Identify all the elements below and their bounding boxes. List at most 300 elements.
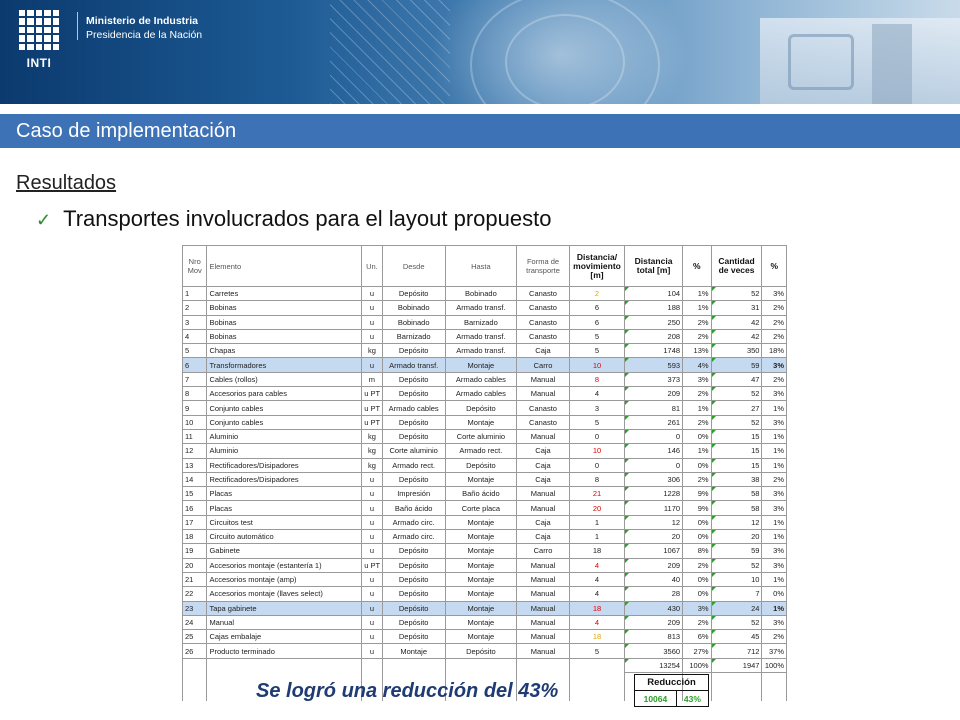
cell-un: u [362, 530, 382, 544]
cell-nro: 4 [183, 329, 207, 343]
cell-hasta: Montaje [445, 415, 516, 429]
cell-cantidad: 52 [711, 615, 762, 629]
cell-hasta: Montaje [445, 558, 516, 572]
cell-desde: Depósito [382, 601, 445, 615]
cell-desde: Depósito [382, 630, 445, 644]
cell-pct: 2% [683, 387, 712, 401]
cell-pct: 13% [683, 344, 712, 358]
cell-forma: Caja [517, 472, 570, 486]
cell-forma: Manual [517, 644, 570, 658]
cell-pct2: 0% [762, 587, 787, 601]
cell-desde: Bobinado [382, 315, 445, 329]
cell-distancia-total: 1748 [625, 344, 683, 358]
cell-un: kg [362, 429, 382, 443]
cell-distancia: 4 [570, 587, 625, 601]
cell-nro: 11 [183, 429, 207, 443]
transport-table [182, 245, 787, 701]
bullet-item [36, 206, 551, 232]
cell-pct2: 3% [762, 487, 787, 501]
cell-desde: Depósito [382, 372, 445, 386]
cell-elemento: Bobinas [207, 301, 362, 315]
table-row [183, 558, 787, 572]
cell-nro: 22 [183, 587, 207, 601]
cell-desde: Depósito [382, 572, 445, 586]
empty-cell [711, 687, 762, 701]
cell-elemento: Bobinas [207, 315, 362, 329]
table-row [183, 515, 787, 529]
cell-desde: Impresión [382, 487, 445, 501]
cell-hasta: Baño ácido [445, 487, 516, 501]
cell-hasta: Montaje [445, 601, 516, 615]
section-bar [0, 114, 960, 148]
cell-desde: Depósito [382, 558, 445, 572]
total-cant: 1947 [711, 658, 762, 672]
cell-cantidad: 12 [711, 515, 762, 529]
cell-desde: Armado rect. [382, 458, 445, 472]
cell-nro: 19 [183, 544, 207, 558]
cell-pct2: 2% [762, 301, 787, 315]
cell-desde: Depósito [382, 344, 445, 358]
cell-cantidad: 10 [711, 572, 762, 586]
cell-un: u [362, 644, 382, 658]
cell-cantidad: 58 [711, 501, 762, 515]
cell-pct: 0% [683, 572, 712, 586]
cell-hasta: Barnizado [445, 315, 516, 329]
cell-pct2: 2% [762, 329, 787, 343]
table-row [183, 644, 787, 658]
cell-forma: Manual [517, 501, 570, 515]
cell-distancia-total: 3560 [625, 644, 683, 658]
table-row [183, 615, 787, 629]
cell-pct2: 2% [762, 372, 787, 386]
empty-cell [570, 687, 625, 701]
cell-elemento: Bobinas [207, 329, 362, 343]
cell-forma: Manual [517, 387, 570, 401]
cell-pct: 4% [683, 358, 712, 372]
ministry-line1: Ministerio de Industria [86, 15, 199, 27]
header-pct: % [683, 246, 712, 287]
cell-pct: 9% [683, 501, 712, 515]
cell-desde: Armado circ. [382, 530, 445, 544]
table-row [183, 301, 787, 315]
cell-pct: 0% [683, 458, 712, 472]
cell-elemento: Producto terminado [207, 644, 362, 658]
cell-cantidad: 47 [711, 372, 762, 386]
conclusion-text: Se logró una reducción del 43% [256, 680, 559, 702]
banner-ring-decoration [505, 14, 625, 104]
cell-distancia-total: 188 [625, 301, 683, 315]
cell-desde: Depósito [382, 544, 445, 558]
cell-forma: Canasto [517, 415, 570, 429]
cell-nro: 3 [183, 315, 207, 329]
cell-distancia-total: 146 [625, 444, 683, 458]
cell-elemento: Accesorios montaje (estantería 1) [207, 558, 362, 572]
cell-pct: 0% [683, 429, 712, 443]
cell-forma: Caja [517, 344, 570, 358]
cell-hasta: Armado cables [445, 372, 516, 386]
cell-hasta: Montaje [445, 615, 516, 629]
cell-distancia-total: 209 [625, 558, 683, 572]
cell-forma: Caja [517, 530, 570, 544]
cell-distancia: 4 [570, 387, 625, 401]
cell-un: u [362, 615, 382, 629]
cell-distancia-total: 1228 [625, 487, 683, 501]
cell-distancia-total: 28 [625, 587, 683, 601]
cell-un: u [362, 315, 382, 329]
cell-hasta: Montaje [445, 515, 516, 529]
table-row [183, 487, 787, 501]
cell-pct2: 2% [762, 472, 787, 486]
cell-desde: Depósito [382, 387, 445, 401]
cell-pct2: 1% [762, 401, 787, 415]
cell-cantidad: 15 [711, 444, 762, 458]
cell-pct: 2% [683, 558, 712, 572]
cell-pct2: 2% [762, 630, 787, 644]
cell-hasta: Montaje [445, 544, 516, 558]
table-row [183, 472, 787, 486]
reduction-pct: 43% [676, 691, 708, 707]
cell-forma: Manual [517, 601, 570, 615]
cell-pct2: 1% [762, 601, 787, 615]
cell-pct: 9% [683, 487, 712, 501]
cell-cantidad: 52 [711, 287, 762, 301]
cell-distancia-total: 593 [625, 358, 683, 372]
empty-cell [570, 658, 625, 672]
header-un: Un. [362, 246, 382, 287]
cell-elemento: Placas [207, 487, 362, 501]
cell-cantidad: 27 [711, 401, 762, 415]
cell-hasta: Armado transf. [445, 344, 516, 358]
total-pct2: 100% [762, 658, 787, 672]
cell-pct2: 2% [762, 315, 787, 329]
cell-pct: 3% [683, 601, 712, 615]
cell-un: u [362, 601, 382, 615]
cell-distancia-total: 1170 [625, 501, 683, 515]
cell-hasta: Montaje [445, 587, 516, 601]
cell-forma: Manual [517, 572, 570, 586]
cell-cantidad: 38 [711, 472, 762, 486]
cell-un: u [362, 501, 382, 515]
cell-elemento: Aluminio [207, 429, 362, 443]
cell-pct2: 3% [762, 287, 787, 301]
cell-cantidad: 712 [711, 644, 762, 658]
cell-distancia: 2 [570, 287, 625, 301]
cell-elemento: Circuitos test [207, 515, 362, 529]
cell-hasta: Montaje [445, 472, 516, 486]
empty-cell [207, 658, 362, 672]
cell-distancia: 21 [570, 487, 625, 501]
reduction-label: Reducción [635, 675, 709, 691]
header-nro: Nro Mov [183, 246, 207, 287]
table-row [183, 358, 787, 372]
cell-desde: Corte aluminio [382, 444, 445, 458]
section-title: Caso de implementación [16, 120, 237, 142]
cell-cantidad: 15 [711, 458, 762, 472]
cell-distancia: 10 [570, 358, 625, 372]
cell-desde: Armado cables [382, 401, 445, 415]
cell-pct: 1% [683, 444, 712, 458]
cell-distancia: 0 [570, 458, 625, 472]
cell-distancia: 5 [570, 644, 625, 658]
cell-distancia: 1 [570, 530, 625, 544]
cell-distancia-total: 813 [625, 630, 683, 644]
cell-un: u [362, 487, 382, 501]
reduction-value: 10064 [635, 691, 677, 707]
cell-nro: 24 [183, 615, 207, 629]
cell-cantidad: 52 [711, 415, 762, 429]
cell-pct: 0% [683, 530, 712, 544]
inti-logo-icon [19, 10, 59, 50]
logo-divider [77, 12, 78, 40]
cell-forma: Manual [517, 587, 570, 601]
cell-distancia: 4 [570, 572, 625, 586]
cell-forma: Canasto [517, 315, 570, 329]
cell-elemento: Gabinete [207, 544, 362, 558]
table-row [183, 287, 787, 301]
cell-elemento: Accesorios montaje (llaves select) [207, 587, 362, 601]
cell-pct: 2% [683, 615, 712, 629]
cell-pct2: 3% [762, 415, 787, 429]
cell-nro: 17 [183, 515, 207, 529]
table-row [183, 329, 787, 343]
cell-un: u PT [362, 401, 382, 415]
cell-forma: Manual [517, 615, 570, 629]
cell-un: kg [362, 458, 382, 472]
logo-text: INTI [26, 56, 52, 70]
total-total: 13254 [625, 658, 683, 672]
cell-desde: Depósito [382, 429, 445, 443]
cell-elemento: Carretes [207, 287, 362, 301]
cell-nro: 1 [183, 287, 207, 301]
cell-pct2: 18% [762, 344, 787, 358]
empty-cell [183, 673, 207, 687]
cell-pct: 27% [683, 644, 712, 658]
empty-cell [711, 673, 762, 687]
cell-distancia-total: 12 [625, 515, 683, 529]
cell-nro: 10 [183, 415, 207, 429]
cell-desde: Depósito [382, 287, 445, 301]
table-row [183, 544, 787, 558]
cell-cantidad: 24 [711, 601, 762, 615]
cell-un: u [362, 587, 382, 601]
cell-pct: 1% [683, 301, 712, 315]
cell-distancia-total: 104 [625, 287, 683, 301]
cell-distancia: 6 [570, 301, 625, 315]
cell-pct2: 3% [762, 358, 787, 372]
cell-distancia-total: 0 [625, 429, 683, 443]
cell-elemento: Circuito automático [207, 530, 362, 544]
cell-distancia: 8 [570, 372, 625, 386]
cell-distancia-total: 81 [625, 401, 683, 415]
header-hasta: Hasta [445, 246, 516, 287]
cell-forma: Manual [517, 487, 570, 501]
empty-cell [362, 658, 382, 672]
empty-cell [517, 658, 570, 672]
cell-distancia: 5 [570, 344, 625, 358]
cell-un: u [362, 358, 382, 372]
cell-distancia: 20 [570, 501, 625, 515]
cell-pct2: 37% [762, 644, 787, 658]
cell-un: u [362, 472, 382, 486]
cell-un: kg [362, 444, 382, 458]
cell-hasta: Depósito [445, 458, 516, 472]
header-elemento: Elemento [207, 246, 362, 287]
header-cantidad: Cantidad de veces [711, 246, 762, 287]
cell-un: m [362, 372, 382, 386]
cell-pct: 2% [683, 329, 712, 343]
cell-nro: 9 [183, 401, 207, 415]
cell-pct2: 3% [762, 615, 787, 629]
cell-nro: 7 [183, 372, 207, 386]
cell-nro: 15 [183, 487, 207, 501]
cell-distancia: 3 [570, 401, 625, 415]
cell-elemento: Aluminio [207, 444, 362, 458]
cell-un: u [362, 630, 382, 644]
cell-distancia: 4 [570, 558, 625, 572]
cell-cantidad: 31 [711, 301, 762, 315]
cell-distancia: 8 [570, 472, 625, 486]
cell-cantidad: 15 [711, 429, 762, 443]
cell-distancia: 5 [570, 329, 625, 343]
cell-pct: 1% [683, 287, 712, 301]
cell-elemento: Accesorios para cables [207, 387, 362, 401]
cell-forma: Manual [517, 630, 570, 644]
cell-forma: Canasto [517, 287, 570, 301]
cell-cantidad: 59 [711, 358, 762, 372]
cell-elemento: Rectificadores/Disipadores [207, 472, 362, 486]
cell-pct2: 3% [762, 544, 787, 558]
cell-cantidad: 42 [711, 315, 762, 329]
table-row [183, 444, 787, 458]
cell-hasta: Montaje [445, 530, 516, 544]
cell-un: u [362, 329, 382, 343]
table-row [183, 572, 787, 586]
table-header-row [183, 246, 787, 287]
reduction-box [634, 674, 709, 707]
cell-pct2: 3% [762, 558, 787, 572]
cell-cantidad: 42 [711, 329, 762, 343]
cell-nro: 25 [183, 630, 207, 644]
cell-desde: Armado circ. [382, 515, 445, 529]
cell-cantidad: 52 [711, 558, 762, 572]
empty-cell [183, 658, 207, 672]
cell-desde: Montaje [382, 644, 445, 658]
cell-distancia: 6 [570, 315, 625, 329]
cell-distancia: 0 [570, 429, 625, 443]
cell-un: u [362, 301, 382, 315]
cell-desde: Depósito [382, 615, 445, 629]
cell-un: u PT [362, 558, 382, 572]
cell-nro: 16 [183, 501, 207, 515]
cell-nro: 8 [183, 387, 207, 401]
header-desde: Desde [382, 246, 445, 287]
ministry-line2: Presidencia de la Nación [86, 29, 203, 41]
cell-cantidad: 59 [711, 544, 762, 558]
cell-pct: 0% [683, 587, 712, 601]
cell-pct: 2% [683, 415, 712, 429]
table-row [183, 630, 787, 644]
cell-nro: 5 [183, 344, 207, 358]
cell-cantidad: 350 [711, 344, 762, 358]
cell-nro: 21 [183, 572, 207, 586]
total-pct: 100% [683, 658, 712, 672]
empty-cell [762, 673, 787, 687]
cell-forma: Manual [517, 372, 570, 386]
cell-un: u [362, 515, 382, 529]
cell-distancia: 4 [570, 615, 625, 629]
cell-un: u [362, 287, 382, 301]
cell-distancia-total: 209 [625, 615, 683, 629]
cell-elemento: Cables (rollos) [207, 372, 362, 386]
cell-pct2: 1% [762, 530, 787, 544]
cell-pct2: 3% [762, 387, 787, 401]
table-row [183, 401, 787, 415]
cell-desde: Barnizado [382, 329, 445, 343]
cell-elemento: Accesorios montaje (amp) [207, 572, 362, 586]
cell-distancia-total: 1067 [625, 544, 683, 558]
subtitle: Resultados [16, 172, 117, 194]
cell-hasta: Corte placa [445, 501, 516, 515]
header-pct2: % [762, 246, 787, 287]
cell-pct2: 1% [762, 515, 787, 529]
cell-pct: 1% [683, 401, 712, 415]
table-row [183, 429, 787, 443]
header-forma: Forma de transporte [517, 246, 570, 287]
cell-pct: 2% [683, 315, 712, 329]
cell-pct: 8% [683, 544, 712, 558]
cell-nro: 26 [183, 644, 207, 658]
cell-hasta: Armado transf. [445, 301, 516, 315]
cell-nro: 12 [183, 444, 207, 458]
cell-hasta: Montaje [445, 358, 516, 372]
cell-nro: 20 [183, 558, 207, 572]
cell-distancia-total: 0 [625, 458, 683, 472]
checkmark-icon: ✓ [36, 210, 52, 230]
cell-nro: 6 [183, 358, 207, 372]
cell-un: u [362, 572, 382, 586]
cell-pct2: 1% [762, 444, 787, 458]
table-row [183, 315, 787, 329]
cell-hasta: Bobinado [445, 287, 516, 301]
cell-nro: 2 [183, 301, 207, 315]
bullet-text: Transportes involucrados para el layout propuesto [63, 206, 552, 231]
cell-forma: Manual [517, 429, 570, 443]
cell-distancia: 18 [570, 601, 625, 615]
cell-forma: Caja [517, 458, 570, 472]
cell-desde: Depósito [382, 587, 445, 601]
cell-pct2: 3% [762, 501, 787, 515]
cell-elemento: Conjunto cables [207, 415, 362, 429]
cell-distancia: 18 [570, 630, 625, 644]
cell-distancia: 10 [570, 444, 625, 458]
cell-distancia-total: 20 [625, 530, 683, 544]
cell-distancia-total: 208 [625, 329, 683, 343]
cell-distancia-total: 40 [625, 572, 683, 586]
cell-forma: Carro [517, 544, 570, 558]
cell-cantidad: 45 [711, 630, 762, 644]
table-row [183, 587, 787, 601]
cell-hasta: Armado cables [445, 387, 516, 401]
cell-hasta: Depósito [445, 401, 516, 415]
cell-nro: 13 [183, 458, 207, 472]
cell-cantidad: 7 [711, 587, 762, 601]
empty-cell [445, 658, 516, 672]
cell-forma: Canasto [517, 329, 570, 343]
cell-pct: 2% [683, 472, 712, 486]
cell-hasta: Depósito [445, 644, 516, 658]
cell-distancia: 5 [570, 415, 625, 429]
cell-un: u [362, 544, 382, 558]
